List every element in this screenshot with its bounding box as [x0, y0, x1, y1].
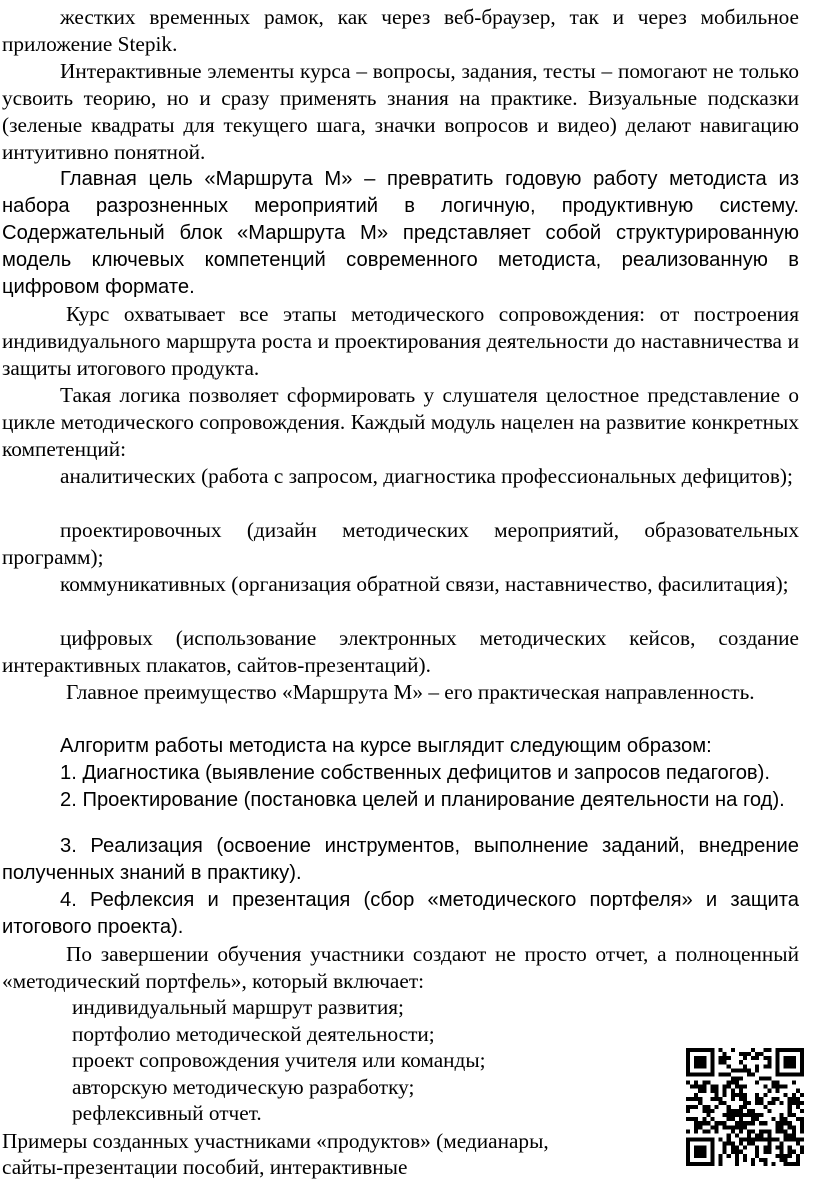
algorithm-step-3: 3. Реализация (освоение инструментов, выполнение заданий, внедрение полученных знаний в практику).	[2, 835, 799, 885]
competence-analytical: аналитических (работа с запросом, диагностика профессиональных дефицитов);	[60, 464, 793, 488]
competence-design: проектировочных (дизайн методических мероприятий, образовательных программ);	[2, 518, 799, 570]
closing-line-1: Примеры созданных участниками «продуктов» (медианары,	[2, 1129, 549, 1153]
algorithm-step-4: 4. Рефлексия и презентация (сбор «методического портфеля» и защита итогового проекта).	[2, 889, 799, 939]
competence-digital: цифровых (использование электронных методических кейсов, создание интерактивных плакатов, сайтов-презентаций).	[2, 626, 799, 678]
paragraph-main-advantage: Главное преимущество «Маршрута М» – его практическая направленность.	[66, 680, 755, 704]
algorithm-step-1: 1. Диагностика (выявление собственных дефицитов и запросов педагогов).	[60, 762, 770, 784]
portfolio-list	[72, 994, 486, 1127]
paragraph-course-scope: Курс охватывает все этапы методического сопровождения: от построения индивидуального маршрута роста и проектирования деятельности до наставничества и защиты итогового продукта.	[2, 302, 799, 381]
list-item: проект сопровождения учителя или команды;	[72, 1048, 486, 1072]
list-item: рефлексивный отчет.	[72, 1101, 262, 1125]
competence-communicative: коммуникативных (организация обратной связи, наставничество, фасилитация);	[60, 572, 789, 596]
algorithm-step-2: 2. Проектирование (постановка целей и планирование деятельности на год).	[60, 789, 785, 811]
paragraph-algorithm-title: Алгоритм работы методиста на курсе выглядит следующим образом:	[60, 735, 712, 757]
list-item: портфолио методической деятельности;	[72, 1021, 435, 1046]
paragraph-intro-continued: жестких временных рамок, как через веб-браузер, так и через мобильное приложение Stepik.	[2, 5, 799, 57]
list-item: авторскую методическую разработку;	[72, 1074, 415, 1099]
paragraph-interactive-elements: Интерактивные элементы курса – вопросы, задания, тесты – помогают не только усвоить теорию, но и сразу применять знания на практике. Визуальные подсказки (зеленые квадраты для текущего шага, значки вопросов и видео) делают навигацию интуитивно понятной.	[2, 59, 799, 165]
paragraph-logic: Такая логика позволяет сформировать у слушателя целостное представление о цикле методического сопровождения. Каждый модуль нацелен на развитие конкретных компетенций:	[2, 383, 799, 462]
qr-code-icon[interactable]	[686, 1045, 804, 1169]
paragraph-portfolio-intro: По завершении обучения участники создают не просто отчет, а полноценный «методический портфель», который включает:	[2, 942, 799, 994]
closing-line-2: сайты-презентации пособий, интерактивные	[2, 1155, 408, 1179]
list-item: индивидуальный маршрут развития;	[72, 995, 404, 1019]
paragraph-main-goal: Главная цель «Маршрута М» – превратить годовую работу методиста из набора разрозненных мероприятий в логичную, продуктивную систему. Содержательный блок «Маршрута М» представляет собой структурированную модель ключевых компетенций современного методиста, реализованную в цифровом формате.	[2, 168, 799, 299]
